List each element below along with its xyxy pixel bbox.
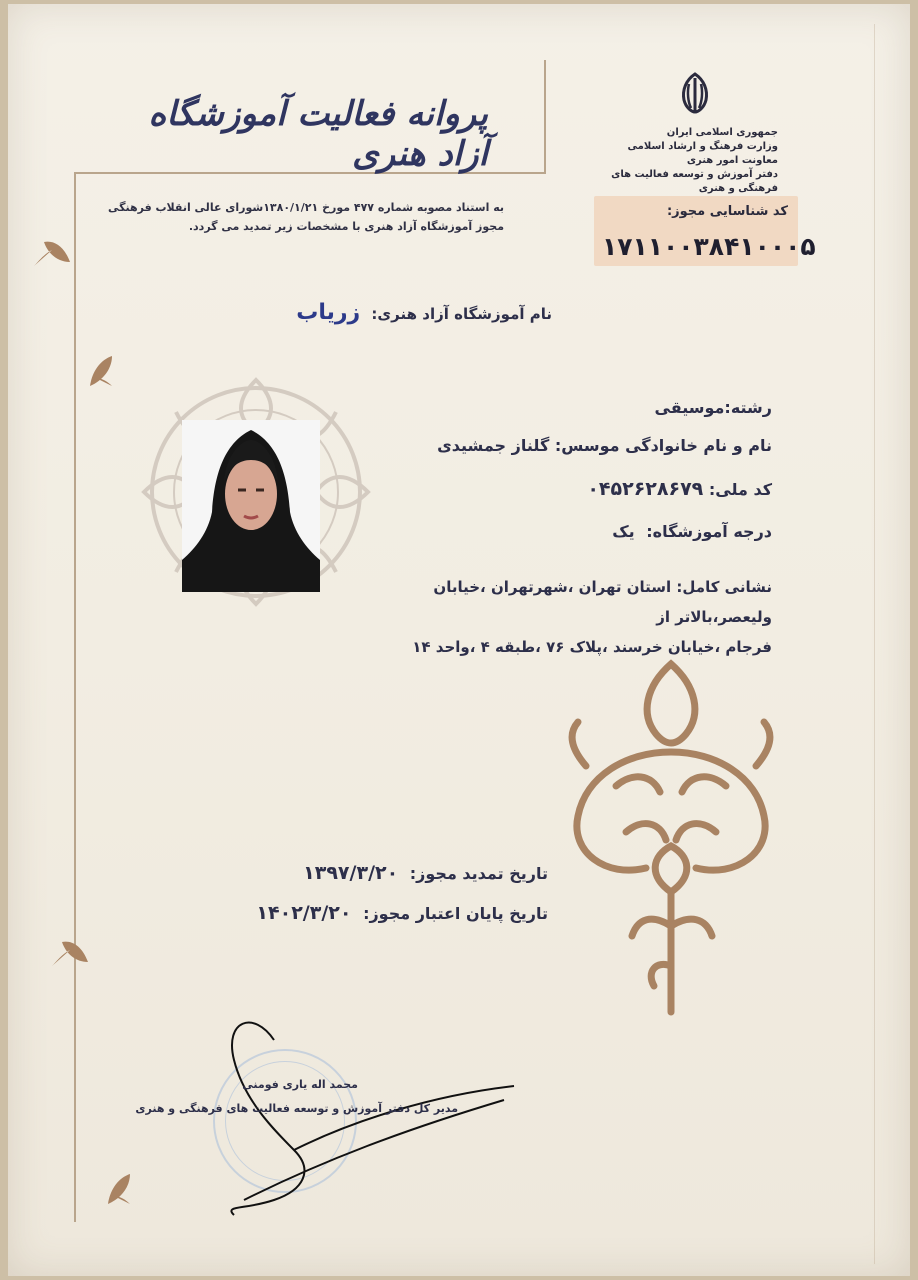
founder-label: نام و نام خانوادگی موسس: [554,436,772,455]
national-id-row [428,478,772,500]
gov-line-3: معاونت امور هنری [686,155,778,166]
founder-portrait-icon [182,420,320,592]
address-label: نشانی کامل: [676,578,772,596]
grade-label: درجه آموزشگاه: [646,522,772,541]
intro-line-1: به استناد مصوبه شماره ۴۷۷ مورخ ۱۳۸۰/۱/۲۱شورای عالی انقلاب فرهنگی [107,201,504,214]
margin-flower-icon [104,1166,134,1206]
signer-title: مدیر کل دفتر آموزش و توسعه فعالیت های فرهنگی و هنری [135,1102,458,1115]
grade-value: یک [612,522,635,541]
left-border-line [74,172,76,1222]
founder-photo [182,420,320,592]
address-line-1-text: استان تهران ،شهرتهران ،خیابان ولیعصر،بالاتر از [433,578,772,626]
certificate-sheet [8,4,910,1276]
license-code-box [594,196,816,266]
school-row [248,300,552,325]
allah-emblem-icon [672,70,718,116]
expiry-date: ۱۴۰۲/۳/۲۰ [256,902,352,924]
renewal-date: ۱۳۹۷/۳/۲۰ [303,862,399,884]
address-line-2: فرجام ،خیابان خرسند ،پلاک ۷۶ ،طبقه ۴ ،واحد ۱۴ [412,638,772,656]
field-row [428,398,772,417]
margin-flower-icon [32,232,72,268]
gov-line-2: وزارت فرهنگ و ارشاد اسلامی [627,141,778,152]
title-box-right-line [544,60,546,172]
gov-line-1: جمهوری اسلامی ایران [666,127,778,138]
certificate-title: پروانه فعالیت آموزشگاه آزاد هنری [148,94,488,174]
right-edge-line [874,24,875,1264]
national-id-value: ۰۴۵۲۶۲۸۶۷۹ [587,478,704,500]
signature-mark [204,1000,524,1230]
margin-flower-icon [86,348,116,388]
founder-row [428,436,772,455]
intro-line-2: مجوز آموزشگاه آزاد هنری با مشخصات زیر تمدید می گردد. [188,220,504,233]
grade-row [428,522,772,541]
license-code-value: ۱۷۱۱۰۰۳۸۴۱۰۰۰۵ [602,232,816,261]
school-label: نام آموزشگاه آزاد هنری: [371,305,552,323]
field-label: رشته: [724,398,772,417]
renewal-row [228,862,548,884]
intro-paragraph [104,198,504,236]
renewal-label: تاریخ تمدید مجوز: [409,864,548,883]
school-name: زریاب [296,300,361,325]
margin-flower-icon [50,932,90,968]
arabesque-flower-ornament [556,656,786,1016]
expiry-label: تاریخ پایان اعتبار مجوز: [363,904,548,923]
national-id-label: کد ملی: [708,480,772,499]
field-value: موسیقی [654,398,725,417]
gov-line-4: دفتر آموزش و توسعه فعالیت های فرهنگی و هنری [611,169,778,194]
license-code-label: کد شناسایی مجوز: [666,204,788,219]
expiry-row [228,902,548,924]
signer-name: محمد اله یاری فومنی [242,1078,358,1091]
founder-value: گلناز جمشیدی [437,436,550,455]
address-block [348,572,772,662]
address-line-1 [348,572,772,632]
